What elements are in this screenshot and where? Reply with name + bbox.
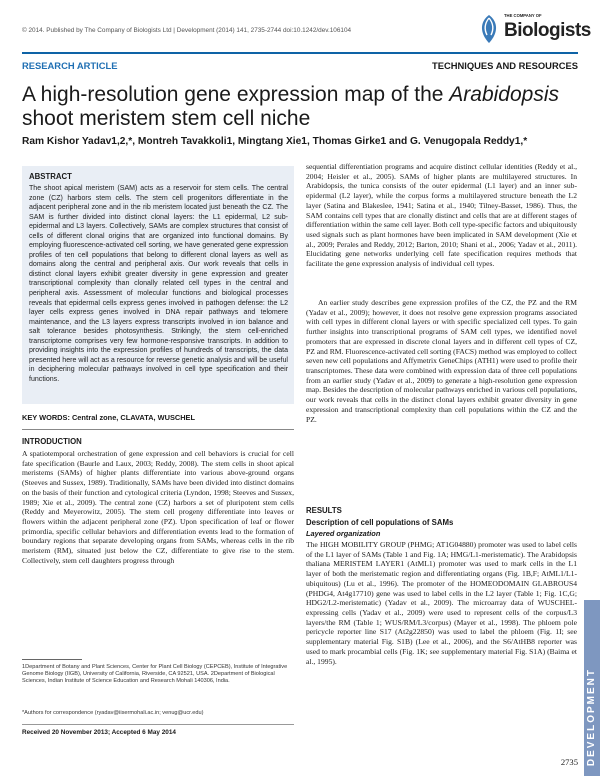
abstract-heading: ABSTRACT [29, 172, 72, 181]
body-paragraph-1: sequential differentiation programs and acquire distinct cellular identities (Reddy et al., 2004; Heisler et al., 2005). SAMs of higher plants are multilayered structures. In Arabidopsis, the tunica consists of the outer epidermal (L1 layer) and an inner sub-epidermal (L2 layer), while the corpus forms a multilayered structure beneath the L2 layer (Satina and Blakeslee, 1941; Satina et al., 1940; Tilney-Basset, 1986). Thus, the SAM contains cell types that are clonally distinct and cells that are at different stages of differentiation within the same cell layer. Both cell type-specific factors and ubiquitously used signals such as plant hormones have been implicated in SAM development (Xie et al., 2009; Perales and Reddy, 2012; Barton, 2010; Shani et al., 2006; Yadav et al., 2011). Elucidating gene networks underlying cell fate specification requires methods that facilitate the gene expression analysis of individual cell types. [306, 162, 577, 269]
journal-side-tab [584, 600, 600, 776]
introduction-text: A spatiotemporal orchestration of gene expression and cell behaviors is crucial for cell fate specification (Baurle and Laux, 2003; Reddy, 2008). The stem cells in shoot apical meristems (SAMs) of higher plants differentiate into various above-ground organs (Steeves and Sussex, 1989). Traditionally, SAMs have been divided into distinct domains on the basis of their function and cytological criteria (Lyndon, 1998; Steeves and Sussex, 1989; Xie et al., 2009). The central zone (CZ) harbors a set of pluripotent stem cells (Reddy and Meyerowitz, 2005). The stem cell progeny differentiate into leaves or flowers within the adjacent peripheral zone (PZ). Upon specification of leaf or flower primordia, specific cellular behaviors and differentiation events lead to the formation of boundary regions that separate developing organs from SAMs, whereas cells in the rib meristem (RM), situated just below the CZ, differentiate to give rise to the stem. Collectively, stem cell daughters progress through [22, 449, 294, 565]
article-type: RESEARCH ARTICLE [22, 60, 118, 71]
received-dates: Received 20 November 2013; Accepted 6 May 2014 [22, 729, 176, 736]
body-paragraph-2: An earlier study describes gene expression profiles of the CZ, the PZ and the RM (Yadav et al., 2009); however, it does not resolve gene expression programs associated with cell types in different clonal layers or with specific specialized cell types. To gain further insights into transcriptional programs of SAM cell types, we identified novel promoters that are expressed in discrete clonal layers and in different cell types of CZ, PZ and RM. Fluorescence-activated cell sorting (FACS) method was employed to collect seven new cell populations and Affymetrix GeneChips (ATH1) were used to profile their transcriptomes. These data were combined with expression data of three cell populations from an earlier study (Yadav et al., 2009) to generate a high-resolution gene expression map. Besides the description of molecular pathways enriched in various cell populations, our work reveals that cells in the distinct clonal layers exhibit greater diversity in gene expression and transcriptional complexity than cell populations within the CZ and the PZ. [306, 298, 577, 424]
section-name: TECHNIQUES AND RESOURCES [431, 60, 578, 71]
affiliations-footnote: 1Department of Botany and Plant Sciences, Center for Plant Cell Biology (CEPCEB), Institute of Integrative Genome Biology (IIGB), University of California, Riverside, CA 92521, USA. 2Department of Biological Sciences, Indian Institute of Science Education and Research Mohali 140306, India. [22, 664, 288, 685]
title-part1: A high-resolution gene expression map of the [22, 83, 450, 106]
author-list: Ram Kishor Yadav1,2,*, Montreh Tavakkoli1, Mingtang Xie1, Thomas Girke1 and G. Venugopala Reddy1,* [22, 136, 528, 147]
received-divider [22, 724, 294, 725]
title-italic: Arabidopsis [449, 83, 560, 106]
logo-wordmark: Biologists [504, 20, 591, 41]
article-title [22, 83, 582, 131]
footnote-divider [22, 659, 82, 660]
results-subsubheading: Layered organization [306, 529, 381, 538]
introduction-heading: INTRODUCTION [22, 437, 82, 446]
page-number: 2735 [560, 757, 578, 767]
results-heading: RESULTS [306, 506, 342, 515]
keywords-divider [22, 429, 294, 430]
header-rule [22, 52, 578, 54]
abstract-text: The shoot apical meristem (SAM) acts as a reservoir for stem cells. The central zone (CZ) harbors stem cells. The stem cell progenitors differentiate in the adjacent peripheral zone and in the rib meristem located just beneath the CZ. The SAM is further divided into distinct clonal layers: the L1 epidermal, L2 sub-epidermal and L3 layers. Collectively, SAMs are complex structures that consist of cells of different clonal origins that are organized into functional domains. By employing fluorescence-activated cell sorting, we have generated gene expression profiles of ten cell populations that belong to different clonal layers as well as domains along the central and peripheral axis. Our work reveals that cells in distinct clonal layers exhibit greater diversity in gene expression and greater transcriptional complexity than clonally related cell types in the central and peripheral axis. Assessment of molecular functions and biological processes reveals that epidermal cells express genes involved in pathogen defense: the L2 layer cells express genes involved in DNA repair pathways and telomere maintenance, and the L3 layers express transcripts involved in ion balance and salt tolerance besides photosynthesis. Strikingly, the stem cell-enriched transcriptome comprises very few hormone-responsive transcripts. In addition to providing insights into the expression profiles of hundreds of transcripts, the data presented here will act as a resource for reverse genetic analysis and will be useful in deciphering molecular pathways involved in cell type specification and their functions. [29, 185, 288, 383]
correspondence-footnote: *Authors for correspondence (ryadav@iisermohali.ac.in; venug@ucr.edu) [22, 710, 204, 716]
header-copyright: © 2014. Published by The Company of Biologists Ltd | Development (2014) 141, 2735-2744 doi:10.1242/dev.106104 [22, 27, 352, 34]
side-tab-label: DEVELOPMENT [586, 667, 597, 766]
logo-mark-icon [476, 14, 502, 44]
publisher-logo [474, 12, 591, 50]
title-part2: shoot meristem stem cell niche [22, 107, 311, 130]
results-subheading: Description of cell populations of SAMs [306, 518, 454, 527]
logo-tagline: THE COMPANY OF [504, 13, 542, 18]
results-text: The HIGH MOBILITY GROUP (PHMG; AT1G04880) promoter was used to label cells of the L1 layer of SAMs (Table 1 and Fig. 1A; HMG/L1-meristematic). The Arabidopsis thaliana MERISTEM LAYER1 (AtML1) promoter was used to mark cells in the L1 layer of both the meristematic region and differentiating organs (Fig. 1B,F; AtML1/L1-ubiquitous) (Lu et al., 1996). The promoter of the HOMEODOMAIN GLABROUS4 (PHDG4, At4g17710) gene was used to label cells in the L2 layer (Table 1; Fig. 1C,G; HDG2/L2-meristematic) (Yadav et al., 2009). The microarray data of WUSCHEL-expressing cells (Yadav et al., 2009) were used to represent cells of the corpus/L3 layers/the RM (Table 1; WUS/RM/L3/corpus) (Mayer et al., 1998). The phloem pole pericycle reporter line S17 (At2g22850) was used to label the phloem (Fig. 1I; see supplementary material Fig. S1B) (Lee et al., 2006), and the S6/AtHB8 reporter was used to mark procambial cells (Fig. 1K; see supplementary material Fig. S1A) (Baima et al., 1995). [306, 540, 577, 666]
keywords: KEY WORDS: Central zone, CLAVATA, WUSCHEL [22, 413, 195, 422]
